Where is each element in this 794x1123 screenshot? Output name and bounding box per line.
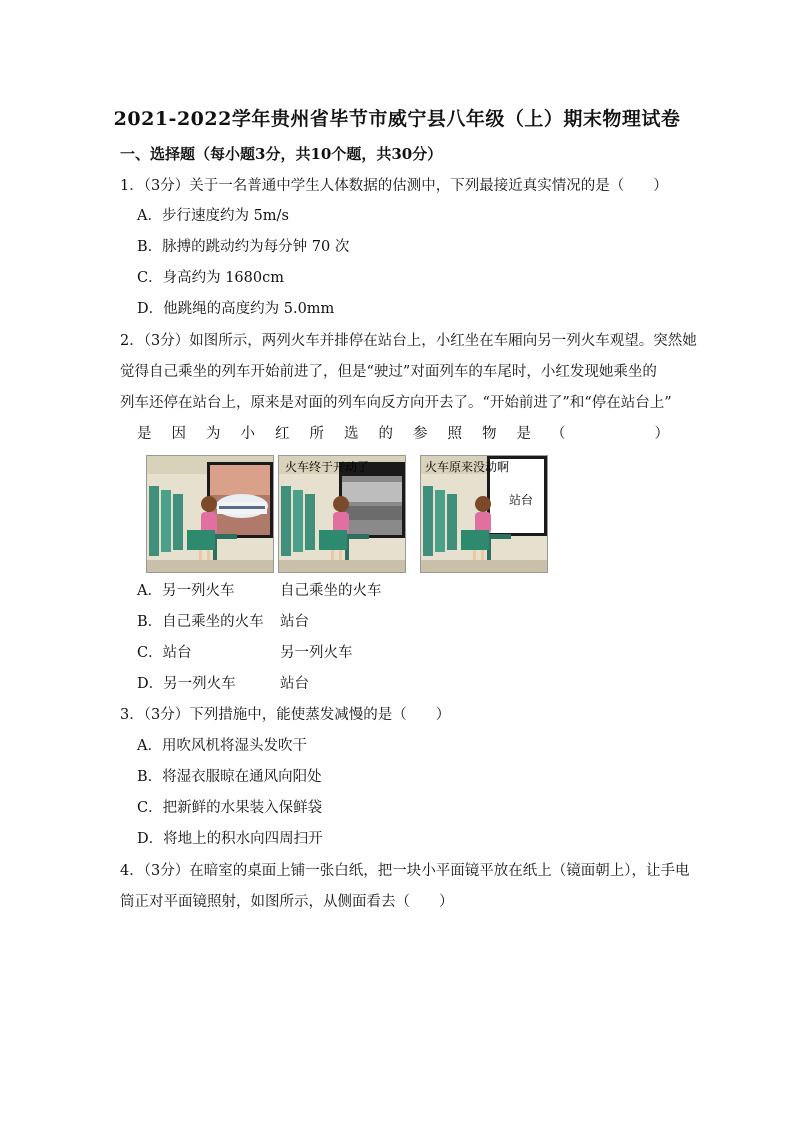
figure-panel-3 [420,455,548,573]
question-2-option-a-left: A．另一列火车 [137,583,235,599]
word: 因 [171,426,186,442]
word: 为 [206,426,221,442]
word [586,424,601,444]
question-1-option-c: C．身高约为 1680cm [137,270,284,286]
word: ） [654,426,669,442]
question-1-option-b: B．脉搏的跳动约为每分钟 70 次 [137,239,350,255]
question-2-line-2: 觉得自己乘坐的列车开始前进了，但是“驶过”对面列车的车尾时，小红发现她乘坐的 [120,364,657,380]
question-1-stem: 1．（3分）关于一名普通中学生人体数据的估测中，下列最接近真实情况的是（ ） [120,178,668,194]
question-3-option-a: A．用吹风机将湿头发吹干 [137,738,307,754]
word: 选 [344,426,359,442]
word: 物 [482,426,497,442]
question-2-line-1: 2．（3分）如图所示，两列火车并排停在站台上，小红坐在车厢向另一列火车观望。突然她 [120,333,697,349]
platform-sign: 站台 [509,493,534,507]
question-1-option-d: D．他跳绳的高度约为 5.0mm [137,301,335,317]
word: 所 [309,426,324,442]
question-3-option-d: D．将地上的积水向四周扫开 [137,831,323,847]
word: 是 [516,426,531,442]
question-2-option-a-right: 自己乘坐的火车 [280,583,382,599]
question-3-option-c: C．把新鲜的水果装入保鲜袋 [137,800,323,816]
word: 照 [447,426,462,442]
word: 是 [137,426,152,442]
question-1-option-a: A．步行速度约为 5m/s [137,208,289,224]
panel-3-caption: 火车原来没动啊 [425,460,510,474]
figure-panel-2 [278,455,406,573]
question-2-option-d-left: D．另一列火车 [137,676,236,692]
word: 参 [413,426,428,442]
question-2-option-c-right: 另一列火车 [280,645,353,661]
question-4-line-2: 筒正对平面镜照射，如图所示，从侧面看去（ ） [120,894,454,910]
page-title: 2021-2022学年贵州省毕节市威宁县八年级（上）期末物理试卷 [113,108,681,130]
question-2-option-b-left: B．自己乘坐的火车 [137,614,264,630]
word: 红 [275,426,290,442]
question-3-option-b: B．将湿衣服晾在通风向阳处 [137,769,322,785]
word: 小 [240,426,255,442]
question-2-figure [146,455,548,571]
figure-panel-1 [146,455,274,573]
panel-2-caption: 火车终于开动了 [285,460,370,474]
question-2-line-4 [137,424,669,444]
question-4-line-1: 4．（3分）在暗室的桌面上铺一张白纸，把一块小平面镜平放在纸上（镜面朝上），让手电 [120,863,690,879]
word: （ [551,426,566,442]
question-2-line-3: 列车还停在站台上，原来是对面的列车向反方向开去了。“开始前进了”和“停在站台上” [120,395,672,411]
word: 的 [378,426,393,442]
question-2-option-b-right: 站台 [280,614,309,630]
question-2-option-c-left: C．站台 [137,645,192,661]
question-2-option-d-right: 站台 [280,676,309,692]
question-3-stem: 3．（3分）下列措施中，能使蒸发减慢的是（ ） [120,707,451,723]
word [620,424,635,444]
section-heading: 一、选择题（每小题3分，共10个题，共30分） [120,145,443,163]
